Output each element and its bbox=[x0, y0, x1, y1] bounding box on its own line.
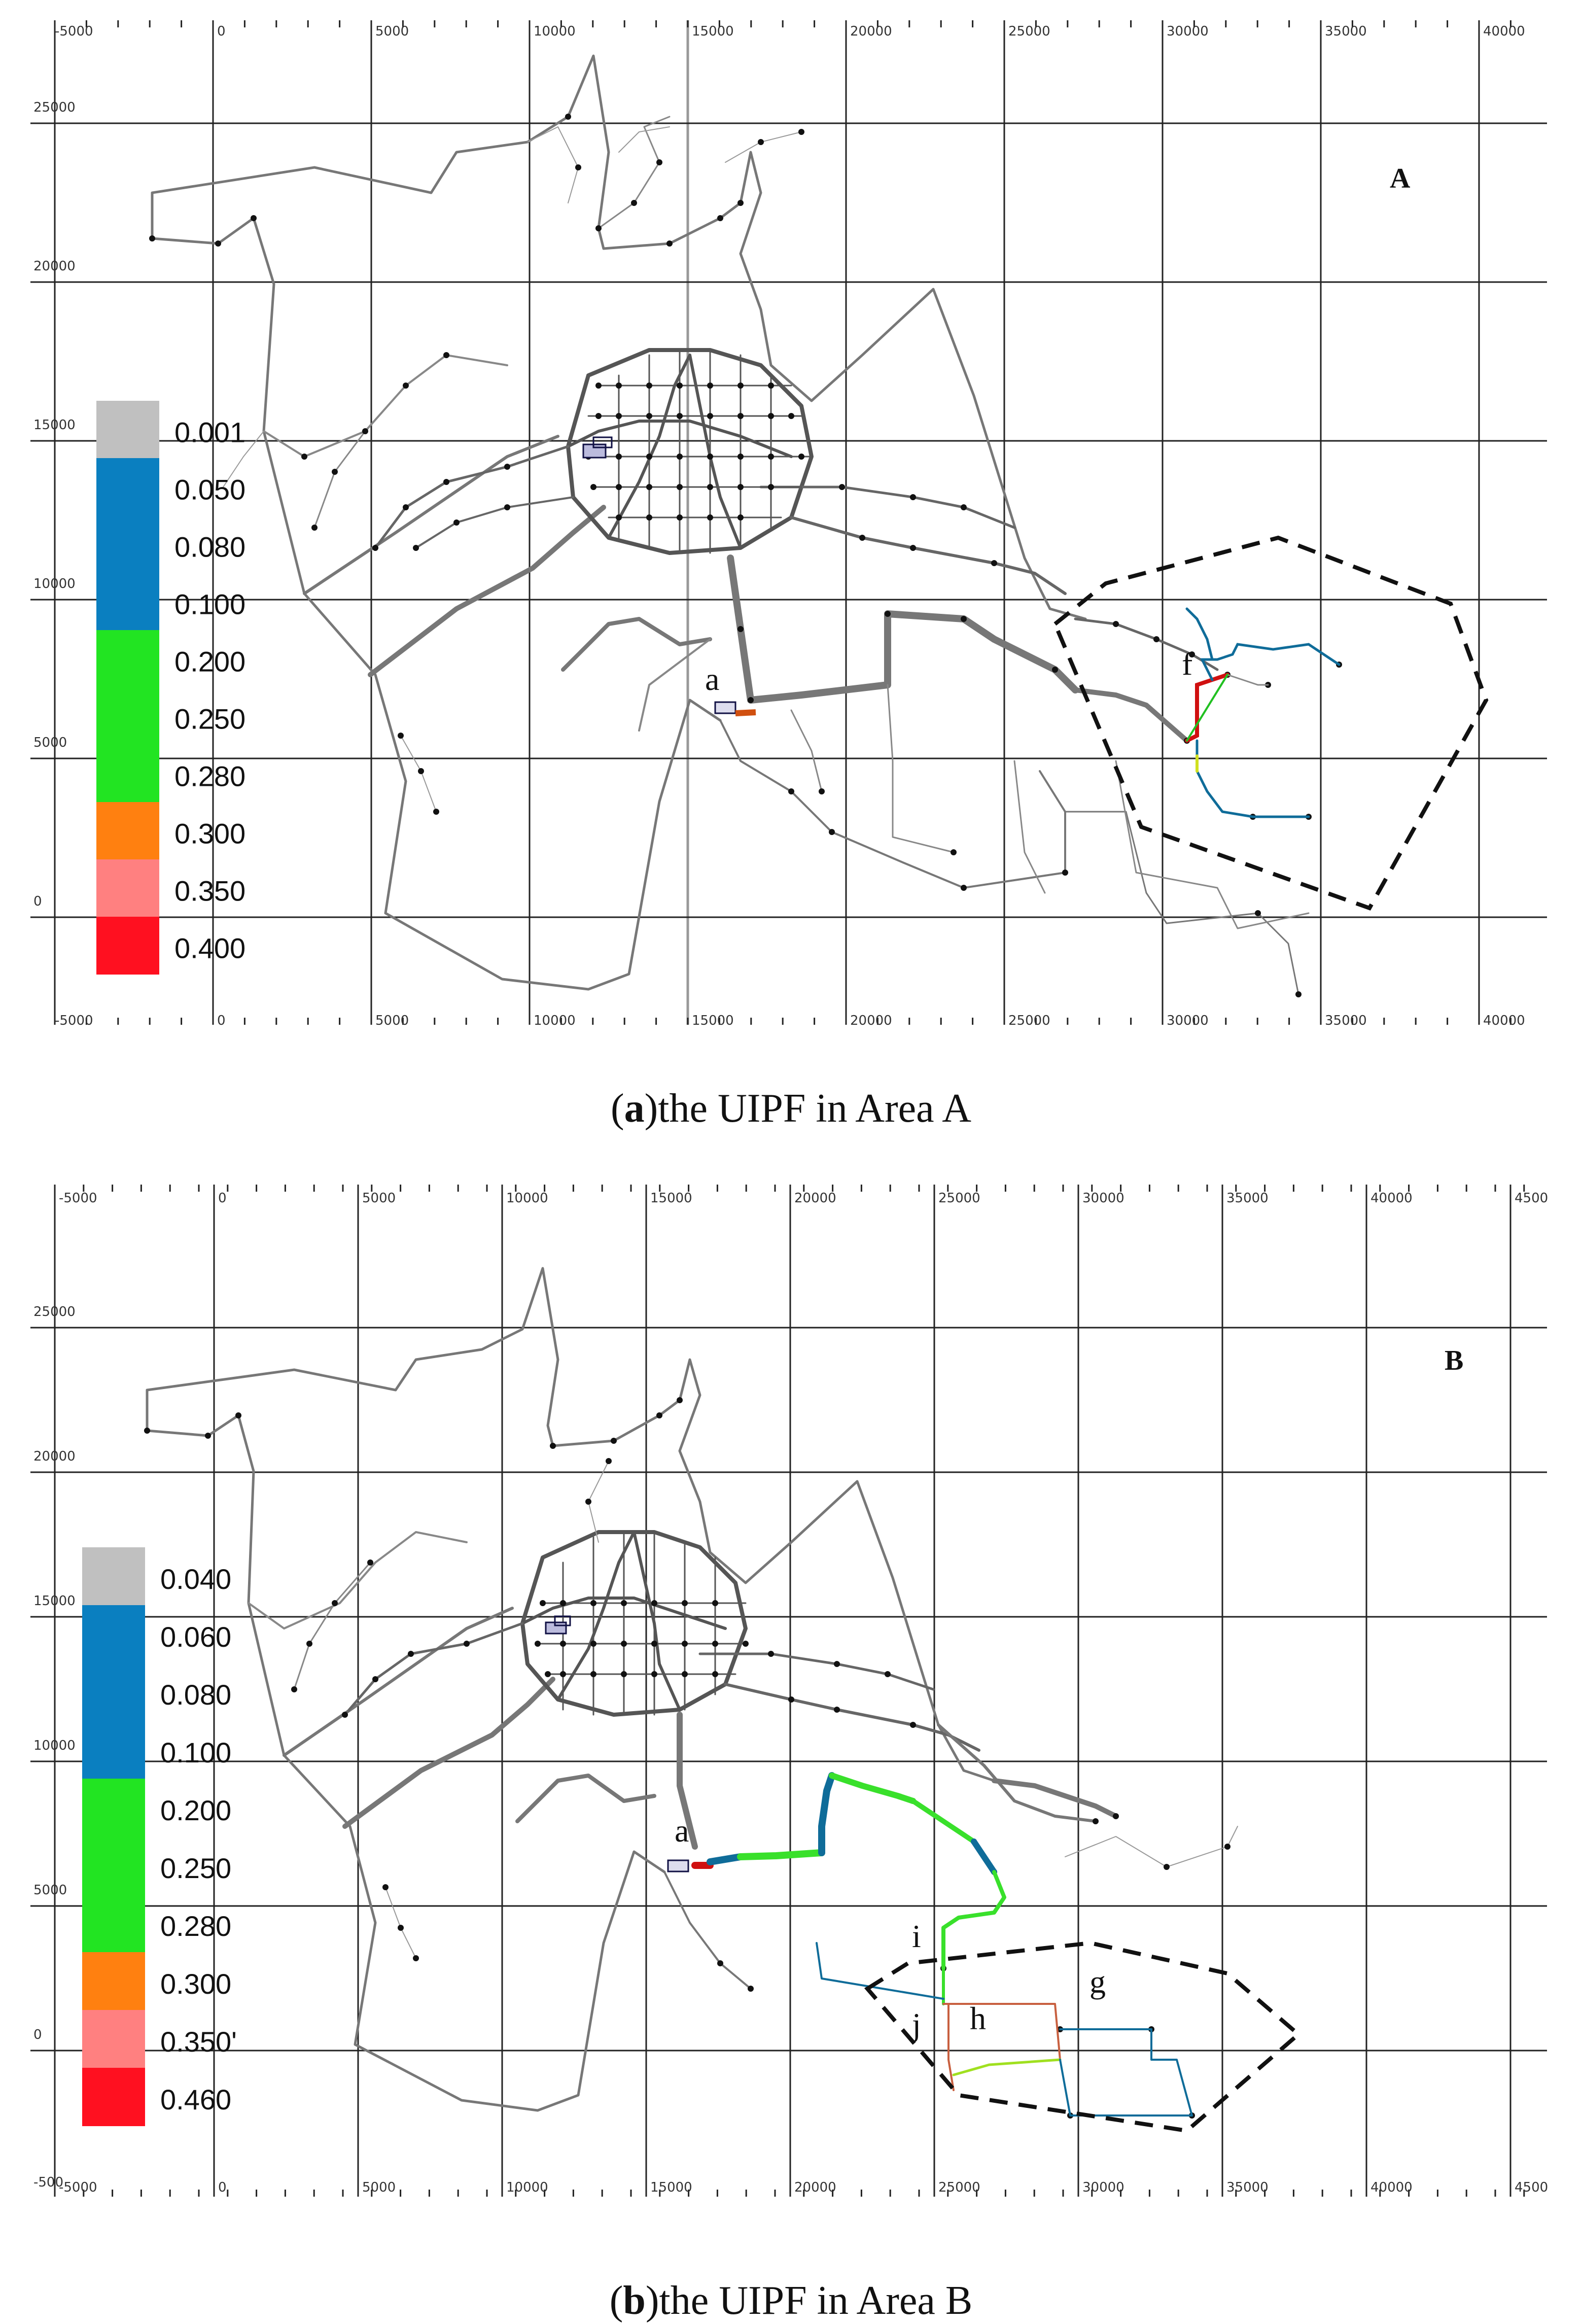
node bbox=[408, 1651, 414, 1657]
node bbox=[251, 215, 257, 221]
legend-swatch bbox=[82, 1605, 145, 1663]
node bbox=[666, 240, 673, 247]
node bbox=[677, 413, 683, 419]
map-panel-b bbox=[30, 1182, 1552, 2202]
x-tick-label: 5000 bbox=[362, 1191, 396, 1206]
node bbox=[535, 1641, 541, 1647]
node bbox=[737, 514, 744, 521]
x-tick-label: 25000 bbox=[938, 1191, 980, 1206]
node bbox=[656, 159, 662, 165]
node bbox=[398, 1925, 404, 1931]
node bbox=[433, 809, 439, 815]
node bbox=[788, 1696, 794, 1703]
y-tick-label: 5000 bbox=[33, 735, 67, 750]
node bbox=[743, 1641, 749, 1647]
node bbox=[829, 829, 835, 835]
node bbox=[991, 560, 997, 566]
node bbox=[291, 1686, 297, 1692]
node bbox=[646, 413, 652, 419]
x-tick-label: 10000 bbox=[534, 1013, 576, 1028]
caption-b: (b)the UIPF in Area B bbox=[609, 2278, 973, 2323]
x-tick-label: 10000 bbox=[534, 24, 576, 39]
node bbox=[611, 1438, 617, 1444]
legend-swatch bbox=[82, 1663, 145, 1721]
marker-a bbox=[715, 702, 735, 713]
node bbox=[646, 454, 652, 460]
y-tick-label: 10000 bbox=[33, 576, 76, 592]
node bbox=[1295, 991, 1302, 997]
y-tick-label: 15000 bbox=[33, 418, 76, 433]
caption-a: (a)the UIPF in Area A bbox=[610, 1086, 971, 1131]
node bbox=[677, 1397, 683, 1403]
node bbox=[682, 1671, 688, 1677]
x-tick-label: 0 bbox=[217, 1013, 226, 1028]
node bbox=[1164, 1864, 1170, 1870]
node bbox=[717, 1960, 723, 1966]
node bbox=[616, 454, 622, 460]
node bbox=[560, 1600, 566, 1606]
legend-value: 0.350 bbox=[174, 875, 246, 907]
node bbox=[737, 413, 744, 419]
node bbox=[631, 200, 637, 206]
node bbox=[443, 479, 449, 485]
node bbox=[712, 1671, 718, 1677]
legend-value: 0.280 bbox=[160, 1910, 232, 1943]
x-tick-label: 15000 bbox=[692, 1013, 734, 1028]
y-tick-label: 15000 bbox=[33, 1593, 76, 1609]
node bbox=[677, 514, 683, 521]
node bbox=[205, 1433, 211, 1439]
x-tick-label: -5000 bbox=[59, 2180, 97, 2195]
x-tick-label: 15000 bbox=[650, 1191, 692, 1206]
node bbox=[961, 616, 967, 622]
x-tick-label: 10000 bbox=[506, 2180, 548, 2195]
node bbox=[590, 1641, 596, 1647]
node bbox=[656, 1412, 662, 1418]
node bbox=[707, 454, 713, 460]
legend-value: 0.280 bbox=[174, 760, 246, 792]
node bbox=[585, 1499, 591, 1505]
node bbox=[621, 1600, 627, 1606]
node bbox=[961, 885, 967, 891]
node bbox=[595, 383, 602, 389]
node bbox=[682, 1600, 688, 1606]
node bbox=[682, 1641, 688, 1647]
node bbox=[621, 1671, 627, 1677]
node bbox=[342, 1712, 348, 1718]
x-tick-label: 0 bbox=[217, 24, 226, 39]
point-label-i: i bbox=[912, 1918, 921, 1954]
x-tick-label: 20000 bbox=[850, 24, 892, 39]
legend-swatch bbox=[96, 630, 159, 688]
node bbox=[707, 514, 713, 521]
node bbox=[616, 383, 622, 389]
x-tick-label: 5000 bbox=[375, 1013, 409, 1028]
node bbox=[646, 514, 652, 521]
node bbox=[651, 1641, 657, 1647]
node bbox=[616, 484, 622, 490]
legend-swatch bbox=[82, 1894, 145, 1953]
y-tick-label: -500 bbox=[33, 2175, 64, 2190]
legend-value: 0.080 bbox=[174, 531, 246, 563]
x-tick-label: 4500 bbox=[1515, 2180, 1549, 2195]
legend-swatch bbox=[96, 917, 159, 975]
node bbox=[717, 215, 723, 221]
node bbox=[1153, 636, 1159, 642]
node bbox=[540, 1600, 546, 1606]
point-label-g: g bbox=[1089, 1964, 1106, 2000]
node bbox=[560, 1671, 566, 1677]
point-label-a1: a bbox=[705, 661, 720, 697]
x-tick-label: 35000 bbox=[1226, 1191, 1269, 1206]
legend-value: 0.001 bbox=[174, 416, 246, 448]
node bbox=[834, 1707, 840, 1713]
node bbox=[311, 525, 318, 531]
y-tick-label: 0 bbox=[33, 894, 42, 909]
node bbox=[616, 514, 622, 521]
legend-value: 0.350' bbox=[160, 2026, 237, 2058]
point-label-h: h bbox=[970, 2000, 986, 2036]
node bbox=[403, 504, 409, 510]
node bbox=[788, 413, 794, 419]
x-tick-label: 40000 bbox=[1370, 1191, 1413, 1206]
node bbox=[332, 469, 338, 475]
x-tick-label: 35000 bbox=[1325, 24, 1367, 39]
node bbox=[621, 1641, 627, 1647]
node bbox=[453, 519, 460, 526]
node bbox=[951, 849, 957, 855]
node bbox=[748, 697, 754, 703]
node bbox=[646, 383, 652, 389]
node bbox=[418, 768, 424, 774]
x-tick-label: 30000 bbox=[1167, 1013, 1209, 1028]
y-tick-label: 0 bbox=[33, 2027, 42, 2042]
node bbox=[215, 240, 221, 247]
x-tick-label: -5000 bbox=[55, 24, 93, 39]
node bbox=[859, 535, 865, 541]
legend-value: 0.300 bbox=[160, 1968, 232, 2000]
legend-value: 0.200 bbox=[160, 1794, 232, 1827]
legend-value: 0.100 bbox=[174, 588, 246, 620]
x-tick-label: 35000 bbox=[1226, 2180, 1269, 2195]
node bbox=[372, 545, 378, 551]
node bbox=[737, 626, 744, 632]
node bbox=[737, 200, 744, 206]
x-tick-label: 30000 bbox=[1082, 1191, 1124, 1206]
node bbox=[616, 413, 622, 419]
node bbox=[707, 383, 713, 389]
legend-swatch bbox=[82, 1721, 145, 1779]
legend-value: 0.400 bbox=[174, 932, 246, 964]
node bbox=[712, 1641, 718, 1647]
node bbox=[367, 1559, 373, 1566]
node bbox=[677, 383, 683, 389]
x-tick-label: 20000 bbox=[794, 1191, 836, 1206]
node bbox=[1113, 1813, 1119, 1819]
legend-value: 0.200 bbox=[174, 645, 246, 678]
legend-swatch bbox=[96, 515, 159, 573]
y-tick-label: 25000 bbox=[33, 1304, 76, 1320]
y-tick-label: 10000 bbox=[33, 1738, 76, 1753]
x-tick-label: 25000 bbox=[1008, 1013, 1050, 1028]
node bbox=[885, 1671, 891, 1677]
node bbox=[403, 383, 409, 389]
marker-b-a bbox=[668, 1860, 688, 1871]
node bbox=[651, 1600, 657, 1606]
x-tick-label: 25000 bbox=[1008, 24, 1050, 39]
node bbox=[737, 454, 744, 460]
legend-swatch bbox=[82, 2068, 145, 2126]
y-tick-label: 5000 bbox=[33, 1883, 67, 1898]
x-tick-label: 40000 bbox=[1483, 24, 1525, 39]
node bbox=[737, 383, 744, 389]
legend-swatch bbox=[96, 401, 159, 459]
legend-value: 0.300 bbox=[174, 817, 246, 850]
x-tick-label: 5000 bbox=[375, 24, 409, 39]
y-tick-label: 20000 bbox=[33, 1449, 76, 1464]
node bbox=[590, 1600, 596, 1606]
legend-swatch bbox=[96, 458, 159, 516]
x-tick-label: 4500 bbox=[1515, 1191, 1549, 1206]
x-tick-label: 10000 bbox=[506, 1191, 548, 1206]
x-tick-label: 20000 bbox=[850, 1013, 892, 1028]
node bbox=[646, 484, 652, 490]
node bbox=[798, 454, 804, 460]
node bbox=[677, 454, 683, 460]
node bbox=[565, 114, 571, 120]
node bbox=[768, 484, 774, 490]
area-label-a: A bbox=[1390, 163, 1411, 194]
marker-a-line bbox=[735, 712, 756, 713]
node bbox=[413, 545, 419, 551]
node bbox=[575, 164, 581, 170]
node bbox=[910, 494, 916, 500]
node bbox=[235, 1412, 241, 1418]
legend-swatch bbox=[82, 2010, 145, 2068]
node bbox=[372, 1676, 378, 1682]
legend-value: 0.060 bbox=[160, 1621, 232, 1653]
marker-b-north bbox=[546, 1622, 566, 1634]
legend-value: 0.050 bbox=[174, 473, 246, 506]
node bbox=[332, 1600, 338, 1606]
legend-value: 0.460 bbox=[160, 2084, 232, 2116]
x-tick-label: 0 bbox=[218, 2180, 227, 2195]
point-label-f: f bbox=[1182, 646, 1193, 682]
x-tick-label: 5000 bbox=[362, 2180, 396, 2195]
node bbox=[910, 1722, 916, 1728]
node bbox=[910, 545, 916, 551]
y-tick-label: 25000 bbox=[33, 100, 76, 115]
legend-swatch bbox=[96, 687, 159, 745]
node bbox=[758, 139, 764, 145]
legend-swatch bbox=[96, 802, 159, 860]
node bbox=[885, 611, 891, 617]
node bbox=[834, 1661, 840, 1667]
node bbox=[768, 383, 774, 389]
legend-swatch bbox=[96, 573, 159, 631]
marker-north bbox=[583, 444, 606, 458]
legend-swatch bbox=[96, 745, 159, 803]
node bbox=[707, 484, 713, 490]
node bbox=[712, 1600, 718, 1606]
node bbox=[1224, 1844, 1231, 1850]
x-tick-label: 30000 bbox=[1082, 2180, 1124, 2195]
x-tick-label: 40000 bbox=[1483, 1013, 1525, 1028]
point-label-b-a: a bbox=[675, 1813, 689, 1849]
node bbox=[504, 504, 510, 510]
node bbox=[768, 1651, 774, 1657]
legend-swatch bbox=[96, 859, 159, 917]
legend-value: 0.080 bbox=[160, 1679, 232, 1711]
node bbox=[606, 1458, 612, 1464]
node bbox=[1052, 667, 1058, 673]
node bbox=[144, 1428, 150, 1434]
node bbox=[1113, 621, 1119, 627]
node bbox=[819, 788, 825, 794]
node bbox=[1255, 910, 1261, 916]
x-tick-label: 40000 bbox=[1370, 2180, 1413, 2195]
node bbox=[651, 1671, 657, 1677]
map-panel-a bbox=[30, 20, 1552, 1028]
legend-value: 0.040 bbox=[160, 1563, 232, 1595]
node bbox=[301, 454, 307, 460]
x-tick-label: 35000 bbox=[1325, 1013, 1367, 1028]
node bbox=[504, 464, 510, 470]
node bbox=[961, 504, 967, 510]
node bbox=[382, 1884, 389, 1890]
legend-swatch bbox=[82, 1952, 145, 2010]
legend-swatch bbox=[82, 1836, 145, 1895]
node bbox=[443, 352, 449, 358]
x-tick-label: 0 bbox=[218, 1191, 227, 1206]
node bbox=[590, 484, 596, 490]
node bbox=[306, 1641, 312, 1647]
area-label-b: B bbox=[1445, 1345, 1464, 1376]
x-tick-label: -5000 bbox=[55, 1013, 93, 1028]
legend-value: 0.100 bbox=[160, 1737, 232, 1769]
node bbox=[595, 225, 602, 231]
x-tick-label: 15000 bbox=[650, 2180, 692, 2195]
node bbox=[398, 733, 404, 739]
node bbox=[798, 129, 804, 135]
node bbox=[737, 484, 744, 490]
legend-swatch bbox=[82, 1779, 145, 1837]
node bbox=[677, 484, 683, 490]
x-tick-label: 15000 bbox=[692, 24, 734, 39]
x-tick-label: 20000 bbox=[794, 2180, 836, 2195]
node bbox=[707, 413, 713, 419]
node bbox=[748, 1986, 754, 1992]
node bbox=[590, 1671, 596, 1677]
legend-value: 0.250 bbox=[160, 1852, 232, 1885]
node bbox=[362, 428, 368, 434]
node bbox=[595, 413, 602, 419]
legend-swatch bbox=[82, 1547, 145, 1606]
node bbox=[545, 1671, 551, 1677]
node bbox=[149, 235, 155, 241]
node bbox=[839, 484, 845, 490]
node bbox=[464, 1641, 470, 1647]
x-tick-label: -5000 bbox=[59, 1191, 97, 1206]
node bbox=[1093, 1818, 1099, 1824]
point-label-j: j bbox=[912, 2006, 921, 2042]
node bbox=[550, 1443, 556, 1449]
node bbox=[413, 1955, 419, 1961]
y-tick-label: 20000 bbox=[33, 259, 76, 274]
node bbox=[768, 413, 774, 419]
legend-value: 0.250 bbox=[174, 703, 246, 735]
node bbox=[788, 788, 794, 794]
node bbox=[1062, 870, 1068, 876]
x-tick-label: 30000 bbox=[1167, 24, 1209, 39]
x-tick-label: 25000 bbox=[938, 2180, 980, 2195]
node bbox=[768, 454, 774, 460]
node bbox=[560, 1641, 566, 1647]
